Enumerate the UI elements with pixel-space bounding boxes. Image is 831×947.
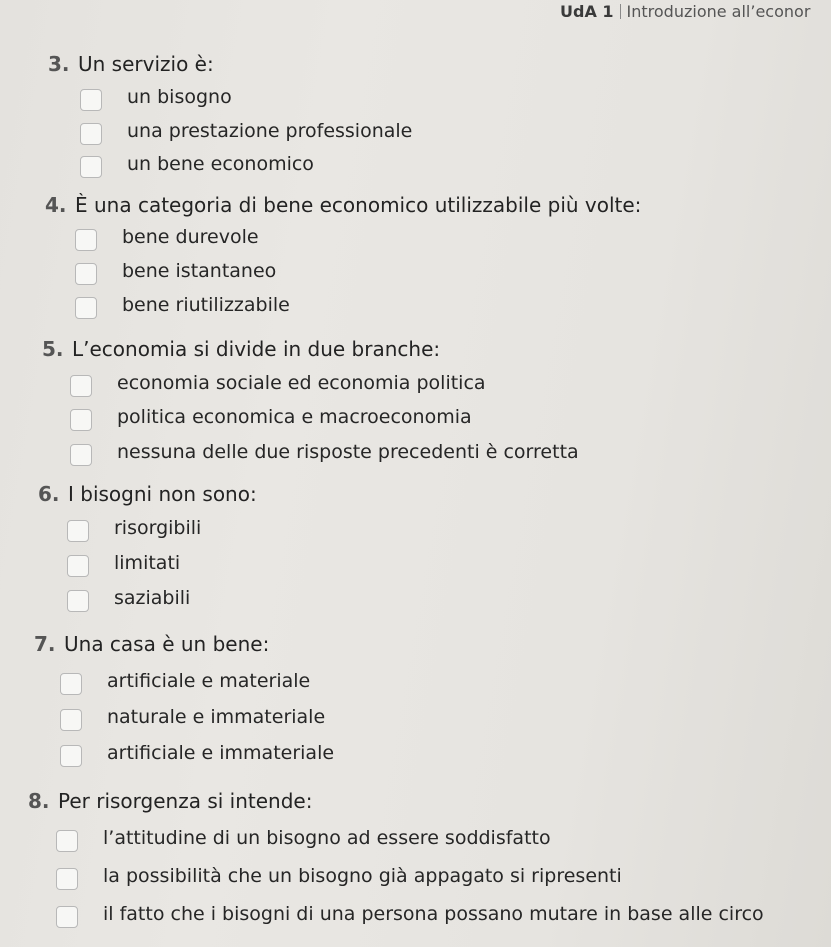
option-label: una prestazione professionale	[127, 120, 413, 142]
question-number: 6.	[38, 482, 60, 506]
option-label: artificiale e materiale	[107, 670, 311, 692]
question-5-title	[42, 337, 440, 361]
answer-checkbox[interactable]	[67, 555, 89, 577]
answer-checkbox[interactable]	[75, 297, 97, 319]
option-label: l’attitudine di un bisogno ad essere soddisfatto	[103, 827, 551, 849]
option-label: un bisogno	[127, 86, 232, 108]
question-7-title	[34, 632, 269, 656]
answer-checkbox[interactable]	[56, 830, 78, 852]
question-6-title	[38, 482, 257, 506]
question-text: L’economia si divide in due branche:	[72, 337, 441, 361]
option-label: saziabili	[114, 587, 191, 609]
question-text: È una categoria di bene economico utilizzabile più volte:	[75, 193, 642, 217]
option-label: nessuna delle due risposte precedenti è corretta	[117, 441, 579, 463]
option-label: economia sociale ed economia politica	[117, 372, 486, 394]
option-label: artificiale e immateriale	[107, 742, 335, 764]
question-text: Un servizio è:	[78, 52, 214, 76]
unit-topic: Introduzione all’econor	[626, 2, 811, 21]
answer-checkbox[interactable]	[56, 868, 78, 890]
answer-checkbox[interactable]	[80, 156, 102, 178]
question-text: I bisogni non sono:	[68, 482, 257, 506]
option-label: politica economica e macroeconomia	[117, 406, 472, 428]
answer-checkbox[interactable]	[75, 263, 97, 285]
unit-label: UdA 1	[560, 2, 614, 21]
answer-checkbox[interactable]	[75, 229, 97, 251]
option-label: bene durevole	[122, 226, 259, 248]
option-label: risorgibili	[114, 517, 202, 539]
question-number: 7.	[34, 632, 56, 656]
question-number: 8.	[28, 789, 50, 813]
answer-checkbox[interactable]	[80, 123, 102, 145]
answer-checkbox[interactable]	[67, 520, 89, 542]
question-number: 3.	[48, 52, 70, 76]
answer-checkbox[interactable]	[70, 409, 92, 431]
option-label: la possibilità che un bisogno già appagato si ripresenti	[103, 865, 622, 887]
answer-checkbox[interactable]	[80, 89, 102, 111]
answer-checkbox[interactable]	[60, 709, 82, 731]
option-label: naturale e immateriale	[107, 706, 326, 728]
question-number: 5.	[42, 337, 64, 361]
answer-checkbox[interactable]	[60, 673, 82, 695]
answer-checkbox[interactable]	[67, 590, 89, 612]
option-label: bene istantaneo	[122, 260, 277, 282]
option-label: un bene economico	[127, 153, 314, 175]
answer-checkbox[interactable]	[56, 906, 78, 928]
option-label: bene riutilizzabile	[122, 294, 290, 316]
question-text: Per risorgenza si intende:	[58, 789, 313, 813]
answer-checkbox[interactable]	[60, 745, 82, 767]
question-3-title	[48, 52, 214, 76]
answer-checkbox[interactable]	[70, 444, 92, 466]
question-8-title	[28, 789, 312, 813]
option-label: limitati	[114, 552, 181, 574]
question-text: Una casa è un bene:	[64, 632, 270, 656]
question-number: 4.	[45, 193, 67, 217]
answer-checkbox[interactable]	[70, 375, 92, 397]
option-label: il fatto che i bisogni di una persona possano mutare in base alle circo	[103, 903, 764, 925]
question-4-title	[45, 193, 641, 217]
